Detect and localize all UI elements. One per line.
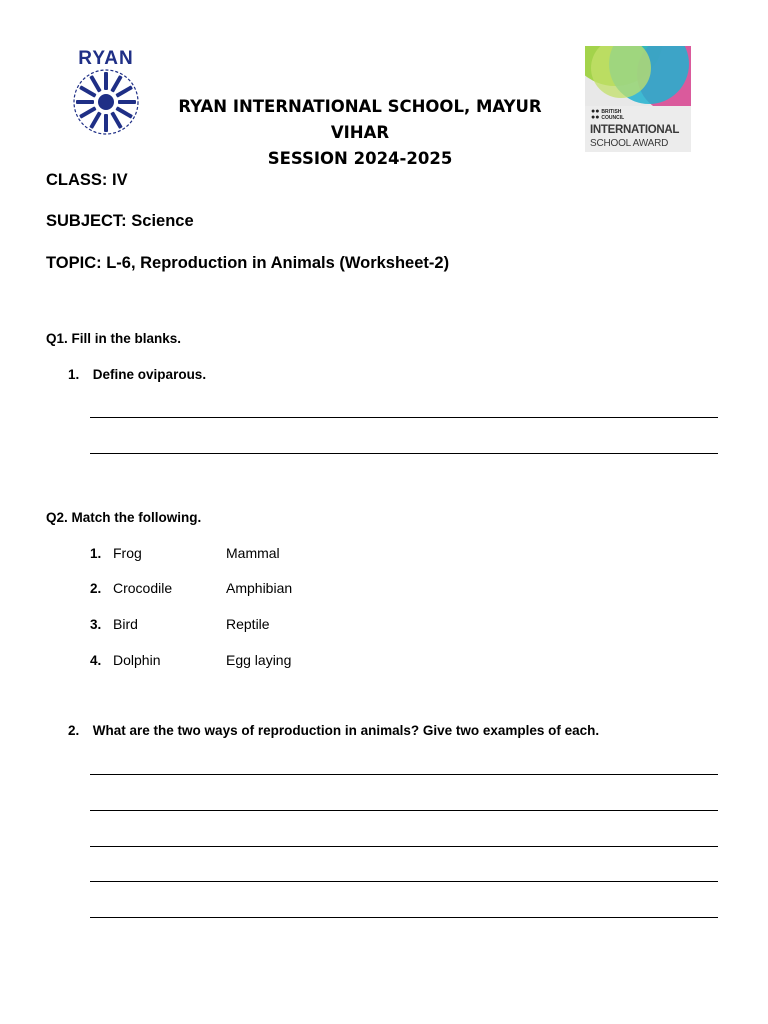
sun-emblem-icon (62, 68, 150, 138)
match-right: Amphibian (226, 580, 293, 596)
award-subtitle: SCHOOL AWARD (590, 138, 669, 149)
q1-item-text: Define oviparous. (92, 367, 207, 382)
answer-line[interactable] (90, 846, 718, 847)
british-council-mark: ●● BRITISH ●● COUNCIL (591, 108, 625, 121)
match-left: Dolphin (113, 652, 161, 668)
match-right: Reptile (226, 616, 270, 632)
match-right: Egg laying (226, 652, 292, 668)
q3-question (68, 723, 599, 738)
q1-heading: Q1. Fill in the blanks. (46, 331, 182, 346)
q1-item-number: 1. (68, 367, 80, 382)
answer-line[interactable] (90, 881, 718, 882)
school-name-line1: RYAN INTERNATIONAL SCHOOL, MAYUR (178, 97, 542, 116)
school-title (150, 94, 570, 172)
match-left: Crocodile (113, 580, 173, 596)
match-left: Bird (113, 616, 138, 632)
q3-text: What are the two ways of reproduction in animals? Give two examples of each. (92, 723, 600, 738)
class-label: CLASS: IV (46, 171, 128, 189)
award-circles-icon (585, 46, 691, 152)
answer-line[interactable] (90, 453, 718, 454)
match-number: 2. (90, 581, 102, 596)
answer-line[interactable] (90, 810, 718, 811)
q3-number: 2. (68, 723, 80, 738)
match-left: Frog (113, 545, 142, 561)
match-right: Mammal (226, 545, 280, 561)
match-number: 1. (90, 546, 102, 561)
topic-label: TOPIC: L-6, Reproduction in Animals (Worksheet-2) (46, 254, 450, 272)
answer-line[interactable] (90, 417, 718, 418)
international-school-award-logo (585, 46, 691, 152)
answer-line[interactable] (90, 917, 718, 918)
logo-text: RYAN (78, 48, 134, 69)
q1-item (68, 367, 206, 382)
session-label: SESSION 2024-2025 (267, 149, 453, 168)
match-number: 4. (90, 653, 102, 668)
school-name-line2: VIHAR (330, 123, 390, 142)
school-logo (58, 48, 154, 140)
match-number: 3. (90, 617, 102, 632)
subject-label: SUBJECT: Science (46, 212, 194, 230)
answer-line[interactable] (90, 774, 718, 775)
award-title: INTERNATIONAL (590, 124, 680, 136)
q2-heading: Q2. Match the following. (46, 510, 202, 525)
